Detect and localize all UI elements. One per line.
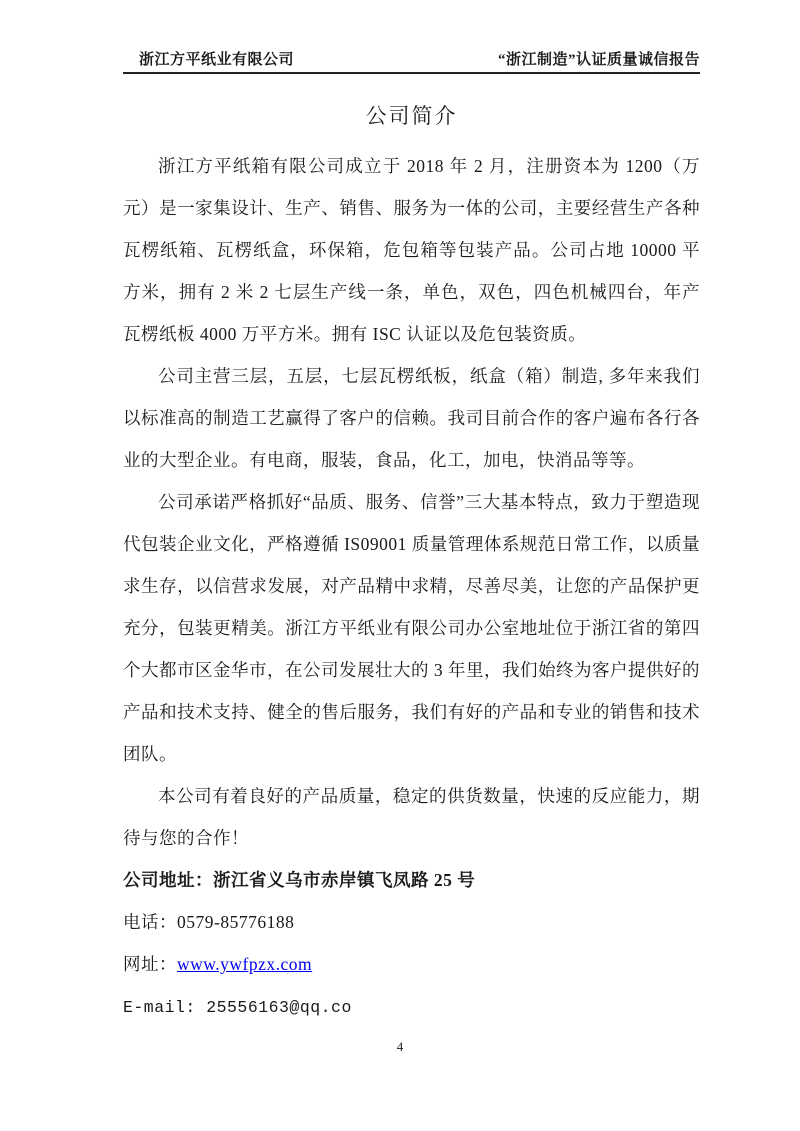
page-title: 公司简介 [365, 104, 458, 128]
company-intro-paragraph-2: 公司主营三层，五层，七层瓦楞纸板，纸盒（箱）制造, 多年来我们以标准高的制造工艺赢得了客户的信赖。我司目前合作的客户遍布各行各业的大型企业。有电商，服装，食品，化工，加电，快消品等等。 [123, 366, 700, 470]
company-intro-paragraph-3: 公司承诺严格抓好“品质、服务、信誉”三大基本特点，致力于塑造现代包装企业文化，严格遵循 IS09001 质量管理体系规范日常工作，以质量求生存，以信营求发展，对产品精中求精，尽善尽美，让您的产品保护更充分，包装更精美。浙江方平纸业有限公司办公室地址位于浙江省的第四个大都市区金华市，在公司发展壮大的 3 年里，我们始终为客户提供好的产品和技术支持、健全的售后服务，我们有好的产品和专业的销售和技术团队。 [123, 492, 700, 764]
company-intro-paragraph-4: 本公司有着良好的产品质量，稳定的供货数量，快速的反应能力，期待与您的合作！ [123, 786, 700, 848]
address-value: 浙江省义乌市赤岸镇飞凤路 25 号 [213, 870, 476, 890]
company-intro-paragraph-1: 浙江方平纸箱有限公司成立于 2018 年 2 月，注册资本为 1200（万元）是一家集设计、生产、销售、服务为一体的公司，主要经营生产各种瓦楞纸箱、瓦楞纸盒，环保箱，危包箱等包装产品。公司占地 10000 平方米，拥有 2 米 2 七层生产线一条，单色，双色，四色机械四台，年产瓦楞纸板 4000 万平方米。拥有 ISC 认证以及危包装资质。 [123, 156, 700, 344]
website-label: 网址： [123, 954, 177, 974]
phone-value: 0579-85776188 [177, 912, 295, 932]
phone-label: 电话： [123, 912, 177, 932]
contact-website-line [123, 943, 700, 985]
email-value: 25556163@qq.co [206, 998, 352, 1017]
contact-info [123, 859, 700, 1029]
header-company-name: 浙江方平纸业有限公司 [139, 52, 295, 68]
email-label: E-mail: [123, 998, 207, 1017]
address-label: 公司地址： [123, 870, 213, 890]
contact-address-line [123, 859, 700, 901]
page-header [123, 48, 700, 74]
website-link[interactable]: www.ywfpzx.com [177, 954, 313, 974]
header-report-title: “浙江制造”认证质量诚信报告 [497, 52, 700, 68]
document-body [123, 145, 700, 859]
contact-phone-line [123, 901, 700, 943]
page-number: 4 [396, 1039, 404, 1054]
contact-email-line [123, 985, 700, 1029]
